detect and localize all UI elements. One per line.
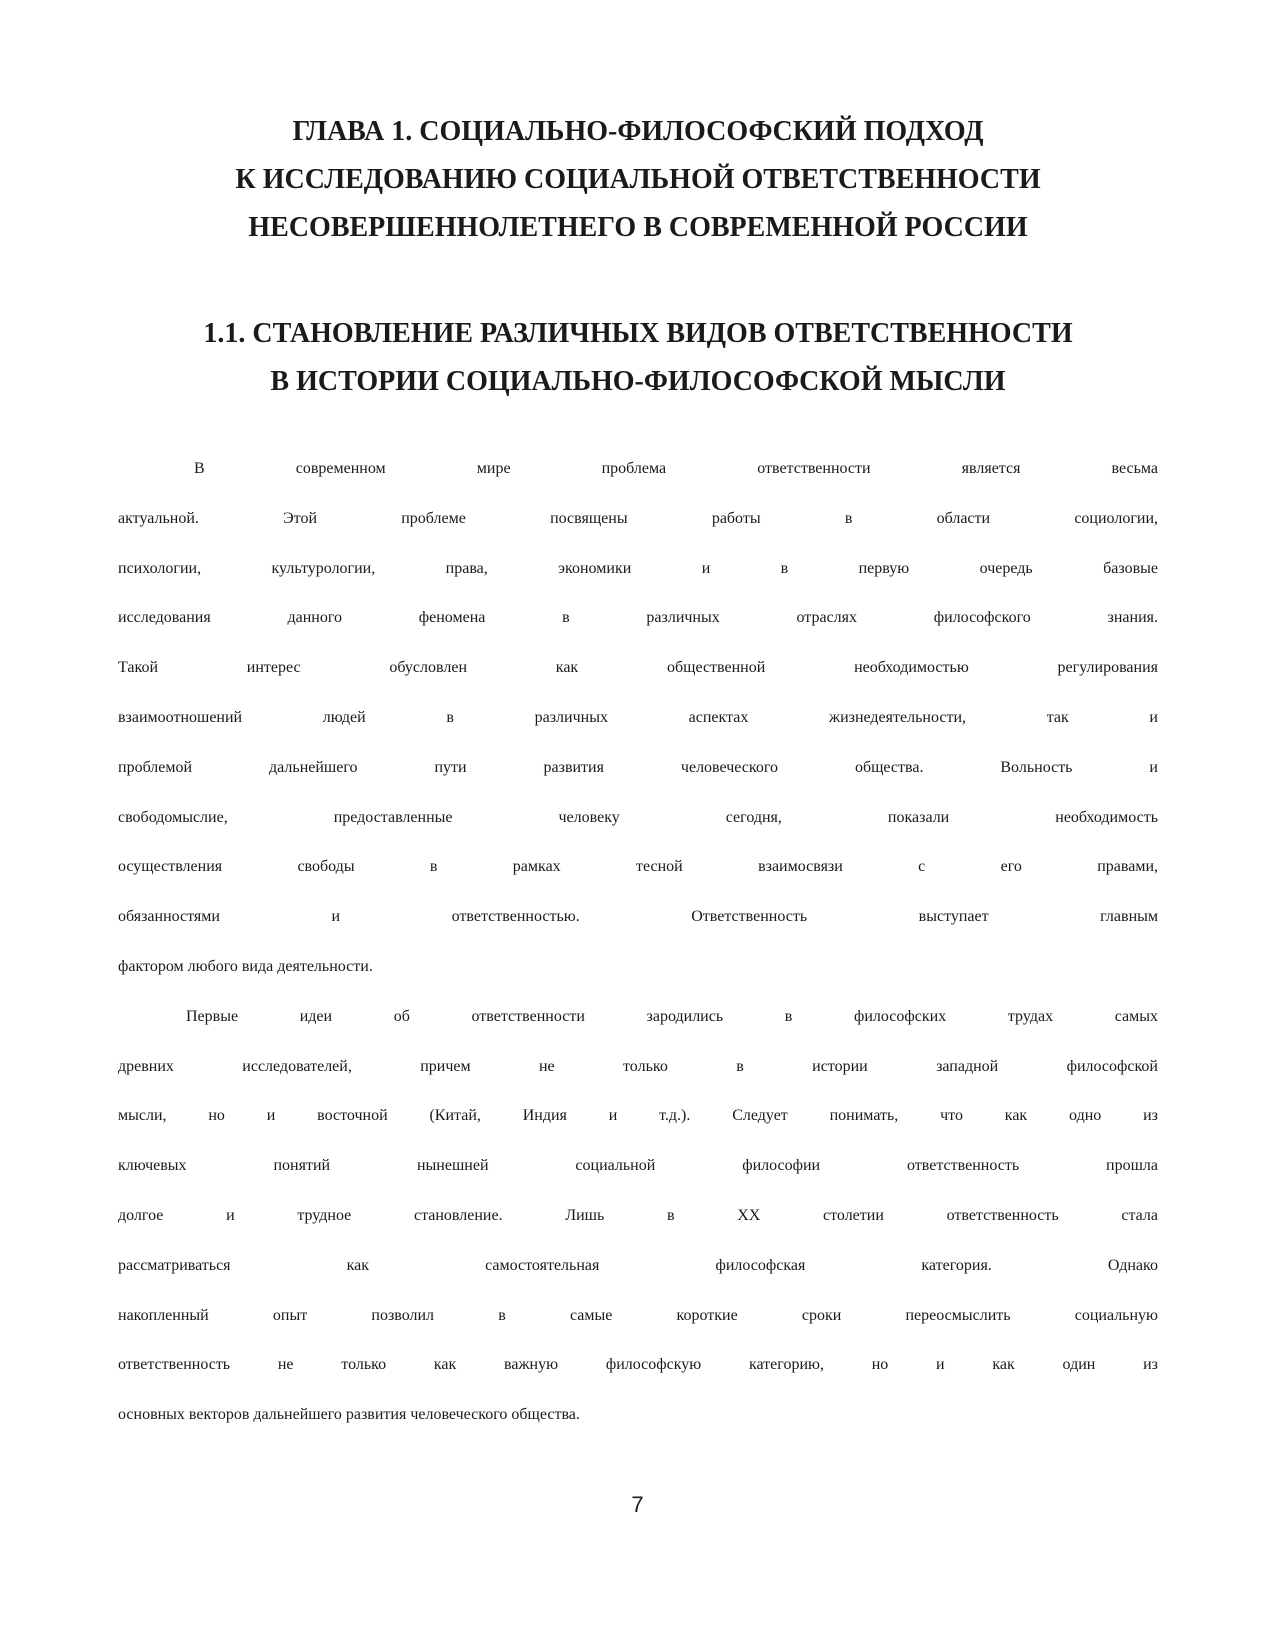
text-line: В современном мире проблема ответственности является весьма	[194, 460, 1158, 477]
text-line: свободомыслие, предоставленные человеку сегодня, показали необходимость	[118, 808, 1158, 826]
text-line: Первые идеи об ответственности зародились в философских трудах самых	[186, 1007, 1158, 1025]
section-title-line: 1.1. СТАНОВЛЕНИЕ РАЗЛИЧНЫХ ВИДОВ ОТВЕТСТВЕННОСТИ	[203, 318, 1073, 349]
text-line: осуществления свободы в рамках тесной взаимосвязи с его правами,	[118, 858, 1158, 876]
text-line: ответственность не только как важную философскую категорию, но и как один из	[118, 1356, 1158, 1374]
text-line: Такой интерес обусловлен как общественной необходимостью регулирования	[118, 659, 1158, 677]
text-line: исследования данного феномена в различных отраслях философского знания.	[118, 609, 1158, 627]
text-line: долгое и трудное становление. Лишь в XX столетии ответственность стала	[118, 1206, 1158, 1224]
chapter-title-line: НЕСОВЕРШЕННОЛЕТНЕГО В СОВРЕМЕННОЙ РОССИИ	[248, 212, 1028, 243]
text-line: древних исследователей, причем не только в истории западной философской	[118, 1057, 1158, 1075]
text-line: основных векторов дальнейшего развития человеческого общества.	[118, 1406, 580, 1424]
paragraph-1	[118, 460, 1158, 1008]
text-line: мысли, но и восточной (Китай, Индия и т.д.). Следует понимать, что как одно из	[118, 1107, 1158, 1125]
chapter-title-line: ГЛАВА 1. СОЦИАЛЬНО-ФИЛОСОФСКИЙ ПОДХОД	[292, 116, 984, 147]
body-text	[118, 460, 1158, 1456]
text-line: обязанностями и ответственностью. Ответственность выступает главным	[118, 908, 1158, 926]
text-line: взаимоотношений людей в различных аспектах жизнедеятельности, так и	[118, 708, 1158, 726]
chapter-title	[118, 108, 1158, 252]
page-number: 7	[631, 1492, 644, 1517]
paragraph-2	[118, 1008, 1158, 1456]
section-title	[118, 310, 1158, 406]
text-line: рассматриваться как самостоятельная философская категория. Однако	[118, 1256, 1158, 1274]
text-line: психологии, культурологии, права, экономики и в первую очередь базовые	[118, 559, 1158, 577]
text-line: актуальной. Этой проблеме посвящены работы в области социологии,	[118, 509, 1158, 527]
text-line: фактором любого вида деятельности.	[118, 957, 373, 975]
text-line: накопленный опыт позволил в самые короткие сроки переосмыслить социальную	[118, 1306, 1158, 1324]
text-line: ключевых понятий нынешней социальной философии ответственность прошла	[118, 1157, 1158, 1175]
chapter-title-line: К ИССЛЕДОВАНИЮ СОЦИАЛЬНОЙ ОТВЕТСТВЕННОСТИ	[235, 164, 1041, 195]
section-title-line: В ИСТОРИИ СОЦИАЛЬНО-ФИЛОСОФСКОЙ МЫСЛИ	[270, 366, 1006, 397]
text-line: проблемой дальнейшего пути развития человеческого общества. Вольность и	[118, 758, 1158, 776]
